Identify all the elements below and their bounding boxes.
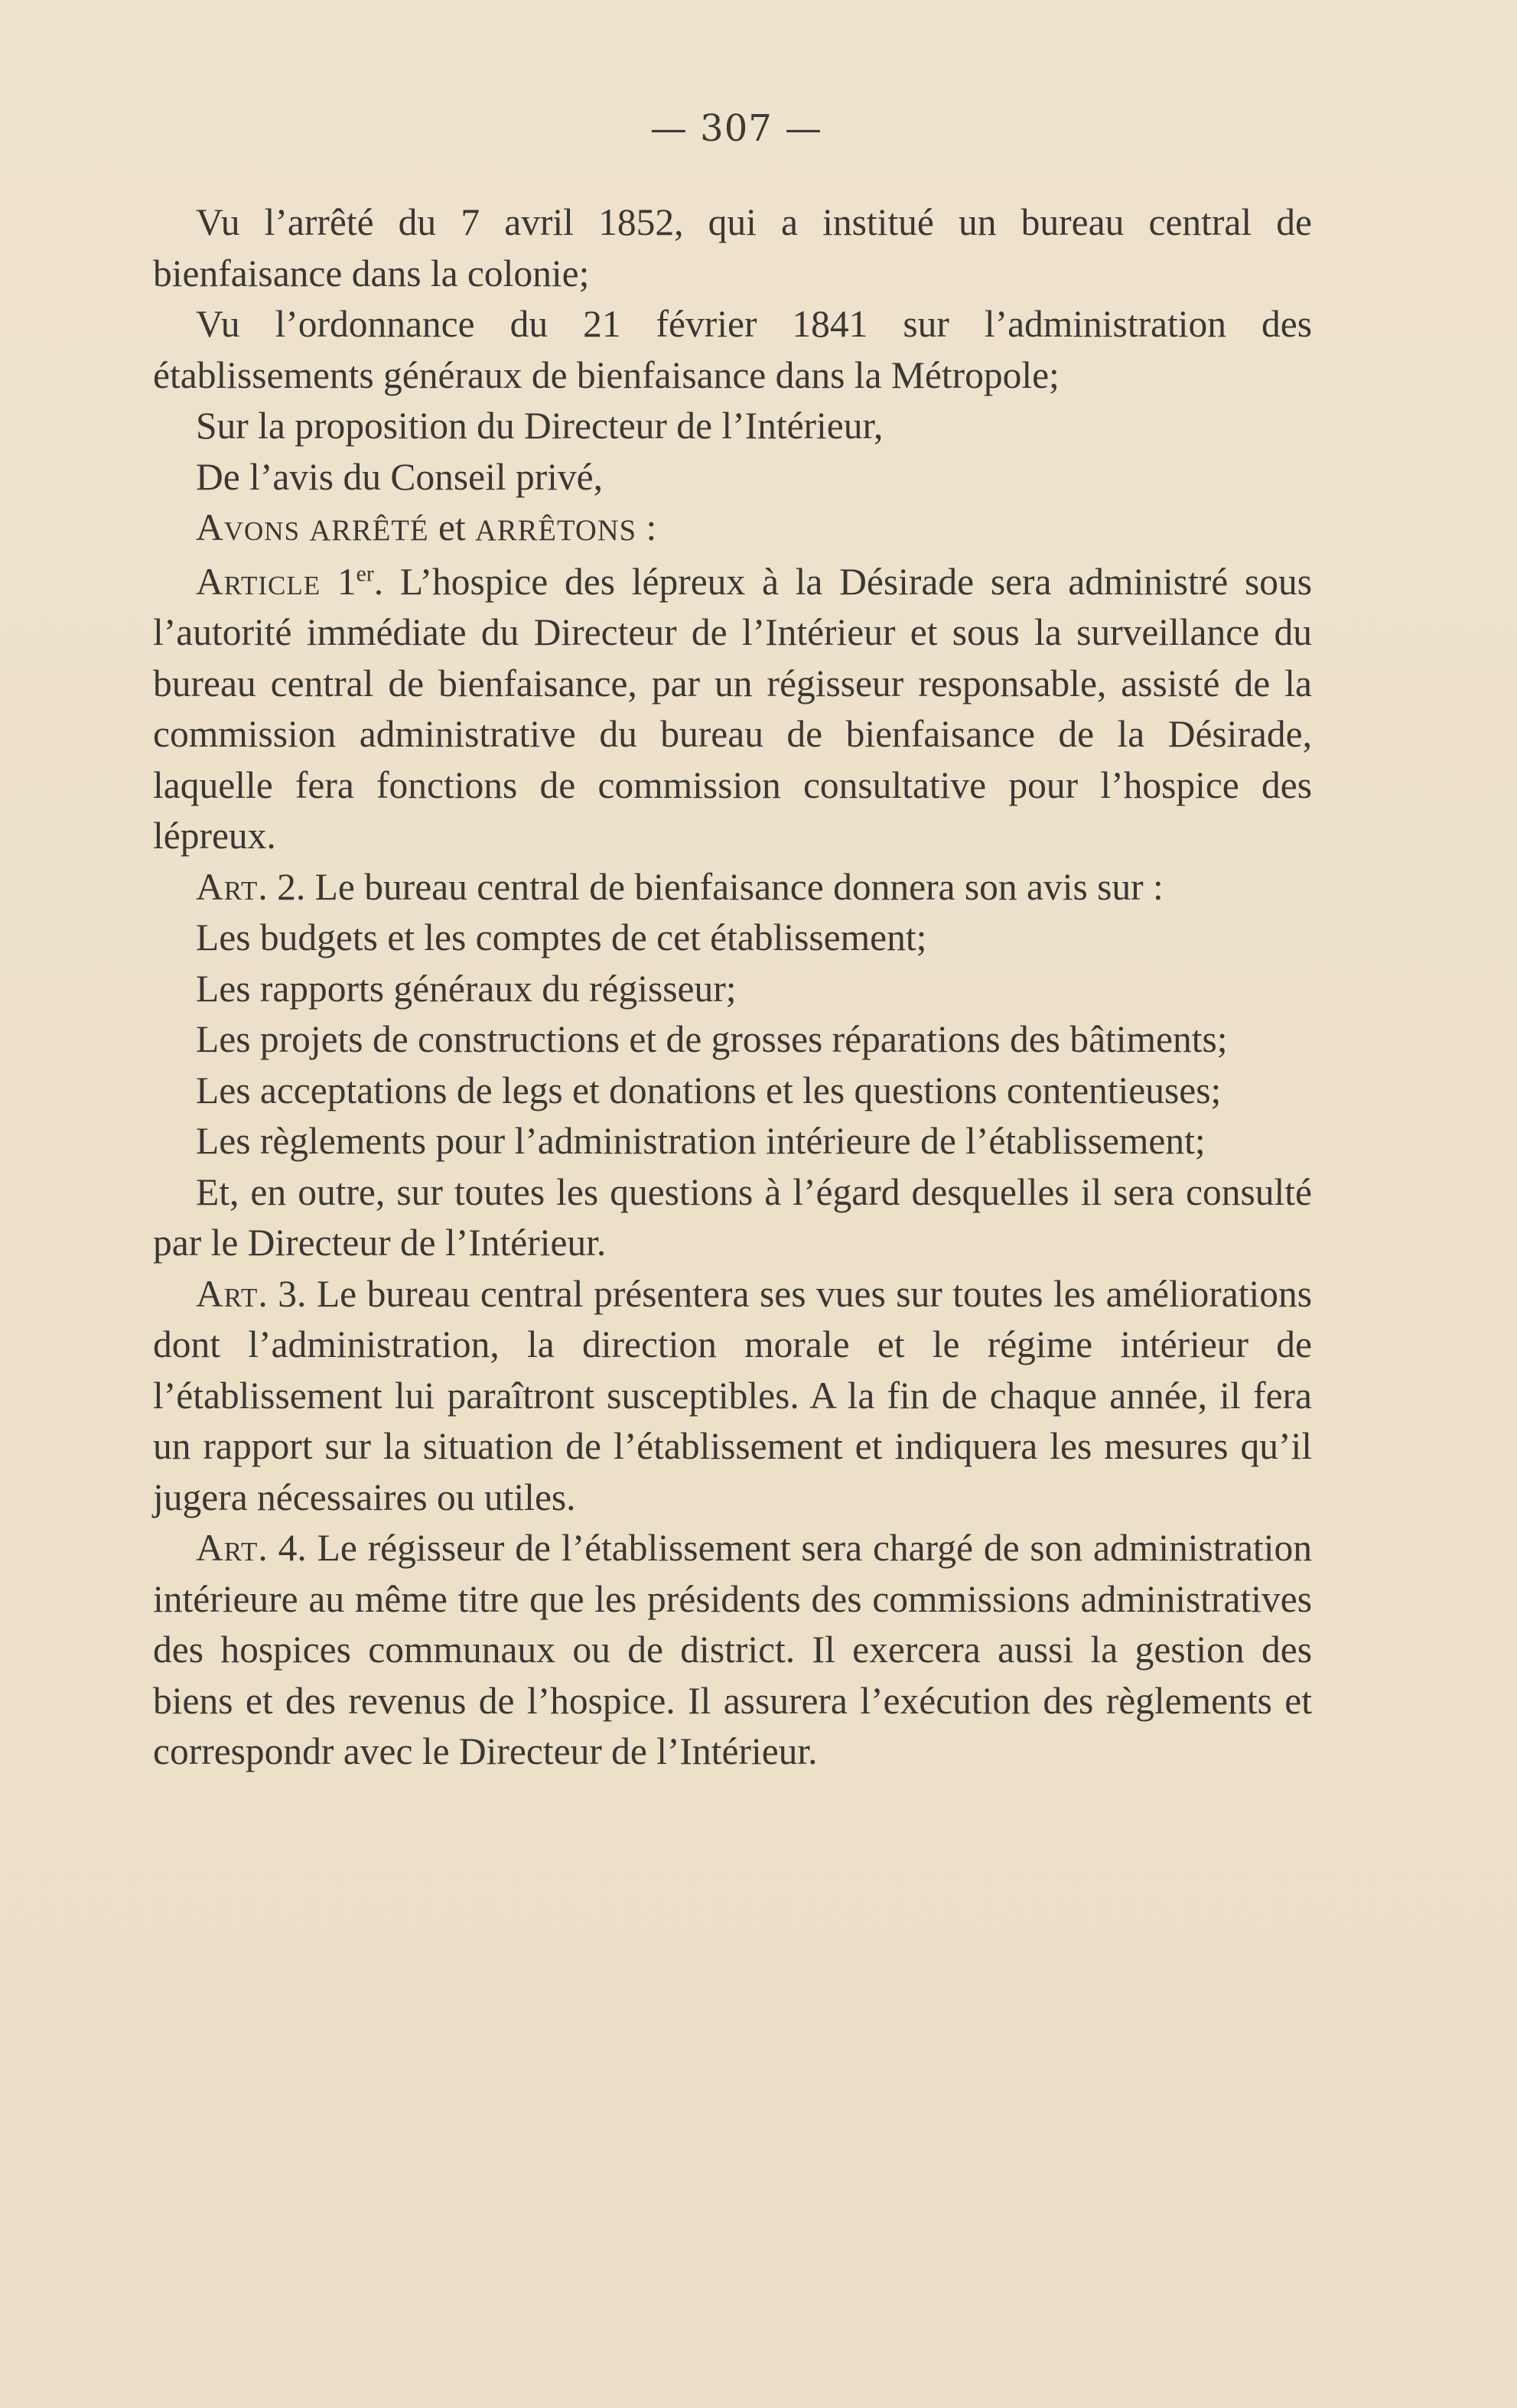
list-item-budgets: Les budgets et les comptes de cet établissement; xyxy=(196,916,927,958)
article-1-number: 1 xyxy=(337,560,356,603)
article-1-text: . L’hospice des lépreux à la Désirade sera administré sous l’autorité immédiate du Directeur de l’Intérieur et sous la surveillance du bureau central de bienfaisance, par un régisseur responsable, assisté de la commission administrative du bureau de bienfaisance de la Désirade, laquelle fera fonctions de commission consultative pour l’hospice des lépreux. xyxy=(153,560,1313,857)
article-3 xyxy=(153,1269,1312,1524)
article-4-text: . 4. Le régisseur de l’établissement sera chargé de son administration intérieure au même titre que les présidents des commissions administratives des hospices communaux ou de district. Il exercera aussi la gestion des biens et des revenus de l’hospice. Il assurera l’exécution des règlements et correspondr avec le Directeur de l’Intérieur. xyxy=(153,1527,1312,1772)
arretons-label: ARRÊTONS xyxy=(475,515,637,547)
article-4 xyxy=(153,1523,1312,1778)
avons-label: Avons xyxy=(196,506,301,548)
article-3-label: Art xyxy=(196,1272,259,1315)
paragraph-vu-arrete: Vu l’arrêté du 7 avril 1852, qui a institué un bureau central de bienfaisance dans la colonie; xyxy=(153,201,1312,294)
paragraph-avons-arrete xyxy=(153,503,1312,557)
list-item-reglements: Les règlements pour l’administration intérieure de l’établissement; xyxy=(196,1120,1206,1162)
paragraph-vu-ordonnance: Vu l’ordonnance du 21 février 1841 sur l’administration des établissements généraux de bienfaisance dans la Métropole; xyxy=(153,303,1312,396)
article-2-label: Art xyxy=(196,865,259,908)
paragraph-proposition: Sur la proposition du Directeur de l’Intérieur, xyxy=(196,405,884,447)
page-number: — 307 — xyxy=(649,107,823,150)
colon-label: : xyxy=(636,506,657,548)
document-body xyxy=(153,197,1312,1778)
article-2-text: . 2. Le bureau central de bienfaisance donnera son avis sur : xyxy=(258,865,1164,908)
list-item-projets: Les projets de constructions et de grosses réparations des bâtiments; xyxy=(196,1018,1228,1060)
article-4-label: Art xyxy=(196,1527,259,1569)
list-item-rapports: Les rapports généraux du régisseur; xyxy=(196,967,737,1010)
article-2 xyxy=(153,862,1312,913)
et-label: et xyxy=(438,506,466,548)
article-3-text: . 3. Le bureau central présentera ses vues sur toutes les améliorations dont l’administration, la direction morale et le régime intérieur de l’établissement lui paraîtront susceptibles. A la fin de chaque année, il fera un rapport sur la situation de l’établissement et indiquera les mesures qu’il jugera nécessaires ou utiles. xyxy=(153,1272,1312,1518)
article-1 xyxy=(153,557,1312,862)
article-1-sup: er xyxy=(356,561,374,586)
list-item-acceptations: Les acceptations de legs et donations et les questions contentieuses; xyxy=(196,1069,1222,1111)
arrete-label: ARRÊTÉ xyxy=(309,515,429,547)
paragraph-avis-conseil: De l’avis du Conseil privé, xyxy=(196,455,604,498)
list-item-en-outre: Et, en outre, sur toutes les questions à l’égard desquelles il sera consulté par le Directeur de l’Intérieur. xyxy=(153,1170,1312,1264)
article-1-label: Article xyxy=(196,560,321,603)
